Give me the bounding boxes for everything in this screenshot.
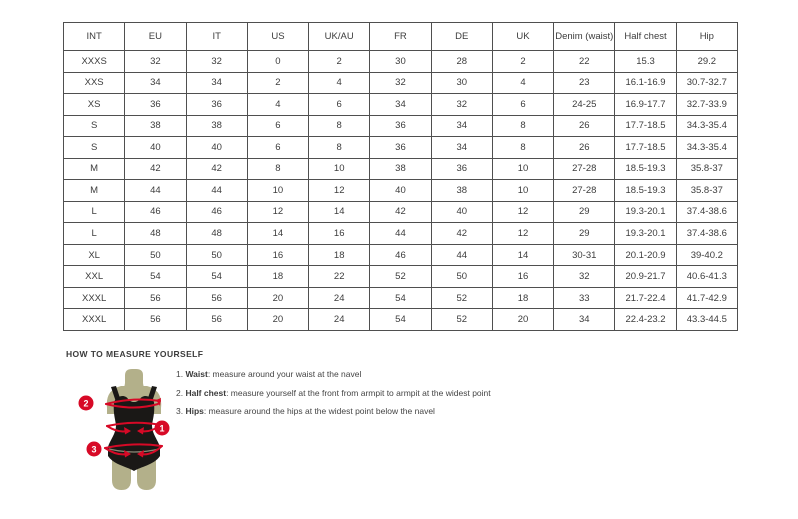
step-text: : measure yourself at the front from armpit to armpit at the widest point xyxy=(226,387,491,398)
table-cell: 10 xyxy=(492,158,553,180)
table-cell: 44 xyxy=(431,244,492,266)
table-cell: 23 xyxy=(554,72,615,94)
table-cell: 20.9-21.7 xyxy=(615,266,676,288)
column-header: US xyxy=(247,23,308,51)
table-cell: 37.4-38.6 xyxy=(676,223,737,245)
table-cell: 12 xyxy=(492,201,553,223)
table-cell: L xyxy=(64,223,125,245)
table-cell: 4 xyxy=(247,94,308,116)
table-cell: L xyxy=(64,201,125,223)
table-cell: XXL xyxy=(64,266,125,288)
table-row xyxy=(64,51,738,73)
table-cell: 38 xyxy=(431,180,492,202)
table-cell: 10 xyxy=(247,180,308,202)
table-cell: 40 xyxy=(125,137,186,159)
table-cell: 56 xyxy=(125,287,186,309)
table-cell: 18 xyxy=(309,244,370,266)
table-cell: 10 xyxy=(492,180,553,202)
table-cell: 6 xyxy=(247,137,308,159)
table-row xyxy=(64,72,738,94)
table-cell: 52 xyxy=(431,287,492,309)
table-cell: 38 xyxy=(370,158,431,180)
table-cell: 54 xyxy=(125,266,186,288)
measure-steps xyxy=(176,369,536,425)
table-row xyxy=(64,115,738,137)
table-cell: 50 xyxy=(431,266,492,288)
table-cell: 39-40.2 xyxy=(676,244,737,266)
step-number: 3. xyxy=(176,406,186,416)
table-cell: 42 xyxy=(370,201,431,223)
table-cell: 14 xyxy=(492,244,553,266)
table-cell: 43.3-44.5 xyxy=(676,309,737,331)
table-cell: 16 xyxy=(309,223,370,245)
waist-badge-number: 1 xyxy=(159,423,165,434)
table-cell: 2 xyxy=(247,72,308,94)
table-cell: 50 xyxy=(125,244,186,266)
table-cell: S xyxy=(64,115,125,137)
table-cell: M xyxy=(64,158,125,180)
table-cell: 26 xyxy=(554,115,615,137)
column-header: INT xyxy=(64,23,125,51)
table-cell: 28 xyxy=(431,51,492,73)
table-cell: 6 xyxy=(247,115,308,137)
table-cell: 30 xyxy=(370,51,431,73)
table-cell: 29.2 xyxy=(676,51,737,73)
table-cell: 6 xyxy=(309,94,370,116)
column-header: Half chest xyxy=(615,23,676,51)
measure-step xyxy=(176,388,536,399)
table-cell: 56 xyxy=(186,287,247,309)
table-cell: 40 xyxy=(431,201,492,223)
step-number: 2. xyxy=(176,387,186,398)
table-row xyxy=(64,309,738,331)
table-cell: 15.3 xyxy=(615,51,676,73)
table-cell: 34 xyxy=(431,137,492,159)
table-cell: 54 xyxy=(370,309,431,331)
table-row xyxy=(64,287,738,309)
table-row xyxy=(64,201,738,223)
table-cell: 18 xyxy=(492,287,553,309)
table-cell: 29 xyxy=(554,223,615,245)
table-cell: 8 xyxy=(309,115,370,137)
table-cell: 34 xyxy=(554,309,615,331)
table-cell: S xyxy=(64,137,125,159)
table-cell: 32.7-33.9 xyxy=(676,94,737,116)
table-cell: 17.7-18.5 xyxy=(615,115,676,137)
table-cell: 48 xyxy=(186,223,247,245)
table-cell: XXXL xyxy=(64,309,125,331)
table-cell: 24 xyxy=(309,287,370,309)
column-header: IT xyxy=(186,23,247,51)
chest-badge-number: 2 xyxy=(83,398,89,409)
table-cell: 19.3-20.1 xyxy=(615,223,676,245)
table-cell: 29 xyxy=(554,201,615,223)
table-cell: 34.3-35.4 xyxy=(676,137,737,159)
table-row xyxy=(64,266,738,288)
table-cell: 18.5-19.3 xyxy=(615,158,676,180)
table-cell: 37.4-38.6 xyxy=(676,201,737,223)
table-cell: 46 xyxy=(125,201,186,223)
table-cell: 56 xyxy=(186,309,247,331)
table-cell: 52 xyxy=(370,266,431,288)
mannequin-illustration-icon xyxy=(76,368,188,496)
table-cell: XS xyxy=(64,94,125,116)
measurement-figure xyxy=(76,368,188,496)
table-cell: 48 xyxy=(125,223,186,245)
table-cell: 50 xyxy=(186,244,247,266)
table-cell: 34 xyxy=(125,72,186,94)
table-cell: 20 xyxy=(247,287,308,309)
table-row xyxy=(64,94,738,116)
table-cell: 34 xyxy=(186,72,247,94)
table-cell: 0 xyxy=(247,51,308,73)
table-cell: XXXL xyxy=(64,287,125,309)
column-header: FR xyxy=(370,23,431,51)
table-cell: 19.3-20.1 xyxy=(615,201,676,223)
size-table xyxy=(63,22,738,331)
table-cell: 24-25 xyxy=(554,94,615,116)
table-cell: 52 xyxy=(431,309,492,331)
measure-section-heading: HOW TO MEASURE YOURSELF xyxy=(66,349,204,359)
table-cell: XL xyxy=(64,244,125,266)
table-cell: 24 xyxy=(309,309,370,331)
table-cell: 14 xyxy=(309,201,370,223)
table-cell: 36 xyxy=(370,137,431,159)
table-cell: 40 xyxy=(370,180,431,202)
table-cell: 34.3-35.4 xyxy=(676,115,737,137)
table-cell: 16 xyxy=(492,266,553,288)
table-cell: 32 xyxy=(554,266,615,288)
table-cell: 35.8-37 xyxy=(676,158,737,180)
table-cell: 6 xyxy=(492,94,553,116)
table-cell: XXS xyxy=(64,72,125,94)
table-cell: 44 xyxy=(186,180,247,202)
column-header: UK/AU xyxy=(309,23,370,51)
table-cell: 12 xyxy=(247,201,308,223)
table-cell: 44 xyxy=(370,223,431,245)
table-cell: 54 xyxy=(186,266,247,288)
table-cell: 8 xyxy=(492,115,553,137)
table-cell: 21.7-22.4 xyxy=(615,287,676,309)
table-cell: 40 xyxy=(186,137,247,159)
table-cell: 42 xyxy=(186,158,247,180)
size-table-header xyxy=(64,23,738,51)
table-cell: 18.5-19.3 xyxy=(615,180,676,202)
table-cell: 46 xyxy=(370,244,431,266)
table-cell: 38 xyxy=(125,115,186,137)
table-cell: 16 xyxy=(247,244,308,266)
table-cell: 14 xyxy=(247,223,308,245)
table-row xyxy=(64,180,738,202)
measure-step xyxy=(176,369,536,380)
step-text: : measure around the hips at the widest point below the navel xyxy=(203,406,435,416)
table-cell: 20 xyxy=(247,309,308,331)
table-cell: 54 xyxy=(370,287,431,309)
table-cell: 32 xyxy=(186,51,247,73)
table-cell: 17.7-18.5 xyxy=(615,137,676,159)
table-cell: 8 xyxy=(247,158,308,180)
table-cell: 4 xyxy=(492,72,553,94)
table-cell: 40.6-41.3 xyxy=(676,266,737,288)
hips-badge-number: 3 xyxy=(91,444,97,455)
step-term: Waist xyxy=(185,369,208,379)
step-number: 1. xyxy=(176,369,186,379)
table-cell: 32 xyxy=(125,51,186,73)
table-row xyxy=(64,158,738,180)
table-cell: 44 xyxy=(125,180,186,202)
table-cell: 2 xyxy=(492,51,553,73)
table-cell: 20 xyxy=(492,309,553,331)
table-row xyxy=(64,223,738,245)
table-cell: XXXS xyxy=(64,51,125,73)
table-cell: 34 xyxy=(370,94,431,116)
size-table-container xyxy=(63,22,738,331)
table-cell: M xyxy=(64,180,125,202)
table-cell: 36 xyxy=(186,94,247,116)
column-header: Hip xyxy=(676,23,737,51)
step-term: Half chest xyxy=(185,387,227,398)
table-cell: 26 xyxy=(554,137,615,159)
step-text: : measure around your waist at the navel xyxy=(207,369,362,379)
table-cell: 56 xyxy=(125,309,186,331)
table-cell: 36 xyxy=(125,94,186,116)
table-cell: 41.7-42.9 xyxy=(676,287,737,309)
column-header: DE xyxy=(431,23,492,51)
table-cell: 12 xyxy=(309,180,370,202)
table-cell: 22 xyxy=(309,266,370,288)
column-header: EU xyxy=(125,23,186,51)
table-cell: 27-28 xyxy=(554,180,615,202)
table-cell: 2 xyxy=(309,51,370,73)
table-cell: 33 xyxy=(554,287,615,309)
table-cell: 46 xyxy=(186,201,247,223)
column-header: UK xyxy=(492,23,553,51)
table-cell: 32 xyxy=(370,72,431,94)
table-cell: 42 xyxy=(431,223,492,245)
table-cell: 38 xyxy=(186,115,247,137)
size-table-body xyxy=(64,51,738,331)
table-cell: 8 xyxy=(309,137,370,159)
table-cell: 22.4-23.2 xyxy=(615,309,676,331)
table-cell: 36 xyxy=(431,158,492,180)
table-cell: 18 xyxy=(247,266,308,288)
table-cell: 16.9-17.7 xyxy=(615,94,676,116)
table-cell: 22 xyxy=(554,51,615,73)
table-cell: 10 xyxy=(309,158,370,180)
step-term: Hips xyxy=(185,406,204,416)
table-cell: 30-31 xyxy=(554,244,615,266)
table-row xyxy=(64,244,738,266)
table-cell: 32 xyxy=(431,94,492,116)
table-cell: 30 xyxy=(431,72,492,94)
table-cell: 4 xyxy=(309,72,370,94)
table-cell: 20.1-20.9 xyxy=(615,244,676,266)
table-cell: 8 xyxy=(492,137,553,159)
table-row xyxy=(64,137,738,159)
table-cell: 36 xyxy=(370,115,431,137)
table-cell: 42 xyxy=(125,158,186,180)
table-cell: 27-28 xyxy=(554,158,615,180)
column-header: Denim (waist) xyxy=(554,23,615,51)
table-cell: 12 xyxy=(492,223,553,245)
table-cell: 35.8-37 xyxy=(676,180,737,202)
table-cell: 30.7-32.7 xyxy=(676,72,737,94)
table-cell: 16.1-16.9 xyxy=(615,72,676,94)
measure-step xyxy=(176,406,536,417)
table-cell: 34 xyxy=(431,115,492,137)
header-row xyxy=(64,23,738,51)
